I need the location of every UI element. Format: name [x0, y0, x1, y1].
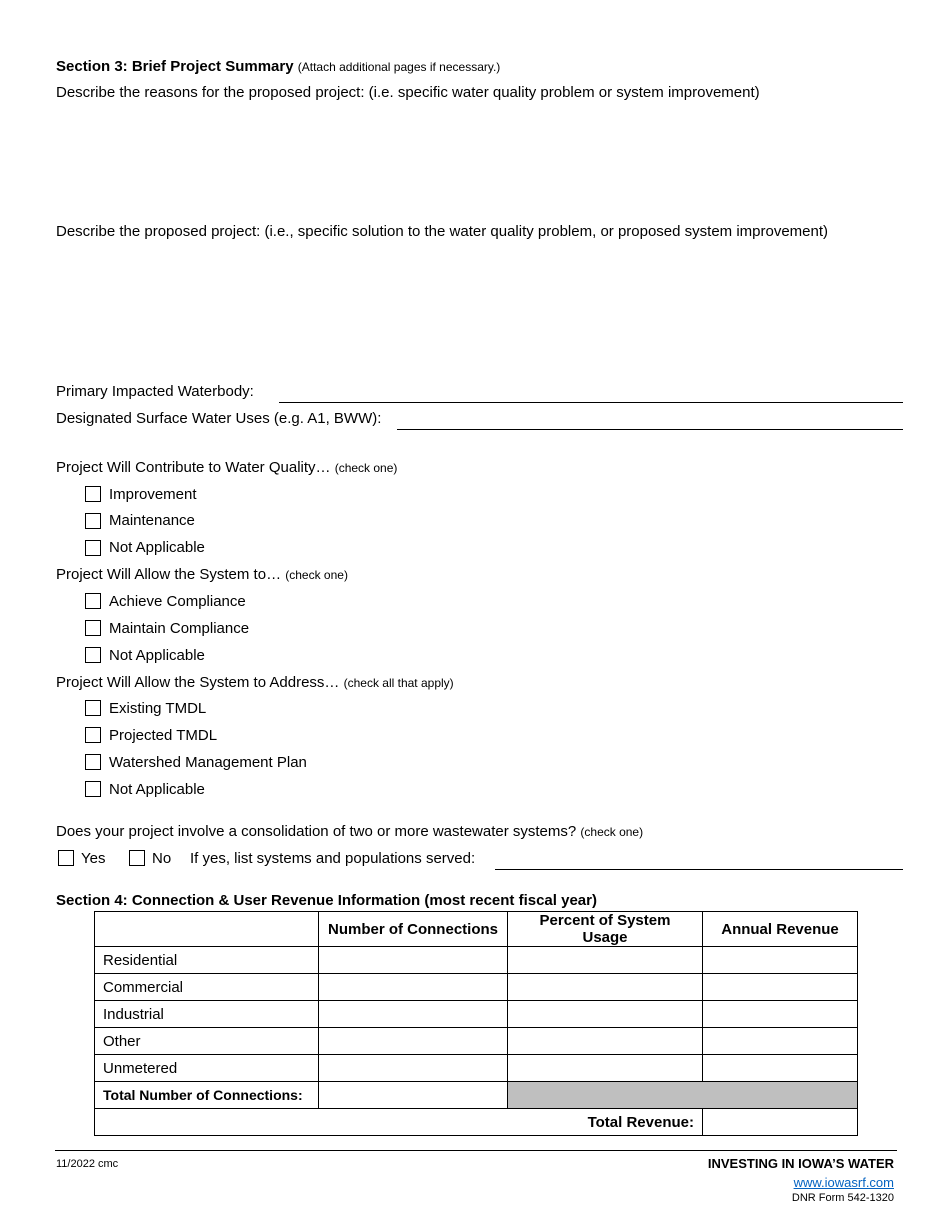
consolidation-label: Does your project involve a consolidation of two or more wastewater systems? — [56, 823, 577, 840]
table-row — [95, 947, 858, 974]
consolidation-yes-checkbox[interactable] — [58, 850, 74, 866]
consolidation-note: (check one) — [580, 825, 644, 839]
footer-divider — [55, 1150, 897, 1151]
other-connections-cell[interactable] — [319, 1028, 508, 1055]
row-label-commercial: Commercial — [95, 974, 319, 1001]
compliance-not-applicable-label: Not Applicable — [109, 647, 205, 664]
watershed-plan-checkbox[interactable] — [85, 754, 101, 770]
watershed-plan-label: Watershed Management Plan — [109, 754, 307, 771]
compliance-note: (check one) — [285, 568, 348, 582]
compliance-question — [56, 566, 348, 584]
revenue-table — [94, 911, 858, 1136]
consolidation-systems-field[interactable] — [495, 869, 903, 870]
consolidation-followup-label: If yes, list systems and populations served: — [190, 850, 476, 867]
section-3-heading — [56, 58, 500, 76]
surface-water-uses-field[interactable] — [397, 429, 903, 430]
table-row — [95, 1028, 858, 1055]
address-question — [56, 674, 454, 692]
table-header-connections: Number of Connections — [319, 912, 508, 947]
industrial-usage-cell[interactable] — [508, 1001, 703, 1028]
section-3-title: Section 3: Brief Project Summary — [56, 58, 294, 75]
consolidation-no-checkbox[interactable] — [129, 850, 145, 866]
table-row — [95, 1001, 858, 1028]
total-revenue-cell[interactable] — [703, 1109, 858, 1136]
reasons-prompt: Describe the reasons for the proposed project: (i.e. specific water quality problem or system improvement) — [56, 84, 760, 101]
commercial-connections-cell[interactable] — [319, 974, 508, 1001]
address-not-applicable-checkbox[interactable] — [85, 781, 101, 797]
total-revenue-row — [95, 1109, 858, 1136]
water-quality-note: (check one) — [334, 461, 398, 475]
section-4-title: Section 4: Connection & User Revenue Information (most recent fiscal year) — [56, 892, 597, 909]
consolidation-question — [56, 823, 643, 841]
reasons-answer-area[interactable] — [56, 106, 902, 216]
total-connections-row — [95, 1082, 858, 1109]
compliance-not-applicable-checkbox[interactable] — [85, 647, 101, 663]
unmetered-usage-cell[interactable] — [508, 1055, 703, 1082]
address-note: (check all that apply) — [343, 676, 454, 690]
achieve-compliance-checkbox[interactable] — [85, 593, 101, 609]
wq-maintenance-label: Maintenance — [109, 512, 195, 529]
existing-tmdl-label: Existing TMDL — [109, 700, 207, 717]
industrial-connections-cell[interactable] — [319, 1001, 508, 1028]
wq-improvement-label: Improvement — [109, 486, 197, 503]
unmetered-revenue-cell[interactable] — [703, 1055, 858, 1082]
address-label: Project Will Allow the System to Address… — [56, 674, 340, 691]
residential-usage-cell[interactable] — [508, 947, 703, 974]
table-header-usage: Percent of System Usage — [508, 912, 703, 947]
water-quality-question — [56, 459, 397, 477]
surface-water-uses-label: Designated Surface Water Uses (e.g. A1, BWW): — [56, 410, 382, 427]
row-label-residential: Residential — [95, 947, 319, 974]
row-label-unmetered: Unmetered — [95, 1055, 319, 1082]
row-label-other: Other — [95, 1028, 319, 1055]
residential-connections-cell[interactable] — [319, 947, 508, 974]
unmetered-connections-cell[interactable] — [319, 1055, 508, 1082]
compliance-label: Project Will Allow the System to… — [56, 566, 282, 583]
existing-tmdl-checkbox[interactable] — [85, 700, 101, 716]
consolidation-no-label: No — [152, 850, 172, 867]
consolidation-yes-label: Yes — [81, 850, 106, 867]
row-label-industrial: Industrial — [95, 1001, 319, 1028]
table-header-revenue: Annual Revenue — [703, 912, 858, 947]
total-revenue-label: Total Revenue: — [95, 1109, 703, 1136]
table-row — [95, 974, 858, 1001]
address-not-applicable-label: Not Applicable — [109, 781, 205, 798]
shaded-cell — [508, 1082, 858, 1109]
commercial-revenue-cell[interactable] — [703, 974, 858, 1001]
residential-revenue-cell[interactable] — [703, 947, 858, 974]
wq-not-applicable-label: Not Applicable — [109, 539, 205, 556]
total-connections-label: Total Number of Connections: — [95, 1082, 319, 1109]
achieve-compliance-label: Achieve Compliance — [109, 593, 246, 610]
waterbody-label: Primary Impacted Waterbody: — [56, 383, 254, 400]
industrial-revenue-cell[interactable] — [703, 1001, 858, 1028]
other-usage-cell[interactable] — [508, 1028, 703, 1055]
maintain-compliance-label: Maintain Compliance — [109, 620, 250, 637]
wq-not-applicable-checkbox[interactable] — [85, 540, 101, 556]
project-prompt: Describe the proposed project: (i.e., specific solution to the water quality problem, or proposed system improvement) — [56, 223, 829, 240]
maintain-compliance-checkbox[interactable] — [85, 620, 101, 636]
waterbody-field[interactable] — [279, 402, 903, 403]
projected-tmdl-checkbox[interactable] — [85, 727, 101, 743]
commercial-usage-cell[interactable] — [508, 974, 703, 1001]
footer-form-number: DNR Form 542-1320 — [791, 1192, 894, 1204]
table-row — [95, 1055, 858, 1082]
project-answer-area[interactable] — [56, 245, 902, 375]
footer-website-link[interactable]: www.iowasrf.com — [793, 1175, 894, 1190]
table-header-blank — [95, 912, 319, 947]
water-quality-label: Project Will Contribute to Water Quality… — [56, 459, 331, 476]
other-revenue-cell[interactable] — [703, 1028, 858, 1055]
section-3-title-note: (Attach additional pages if necessary.) — [297, 60, 501, 74]
wq-maintenance-checkbox[interactable] — [85, 513, 101, 529]
footer-website-wrap — [794, 1175, 894, 1190]
total-connections-cell[interactable] — [319, 1082, 508, 1109]
projected-tmdl-label: Projected TMDL — [109, 727, 218, 744]
wq-improvement-checkbox[interactable] — [85, 486, 101, 502]
table-header-row — [95, 912, 858, 947]
footer-tagline: INVESTING IN IOWA’S WATER — [707, 1156, 894, 1171]
footer-date-code: 11/2022 cmc — [56, 1158, 119, 1170]
